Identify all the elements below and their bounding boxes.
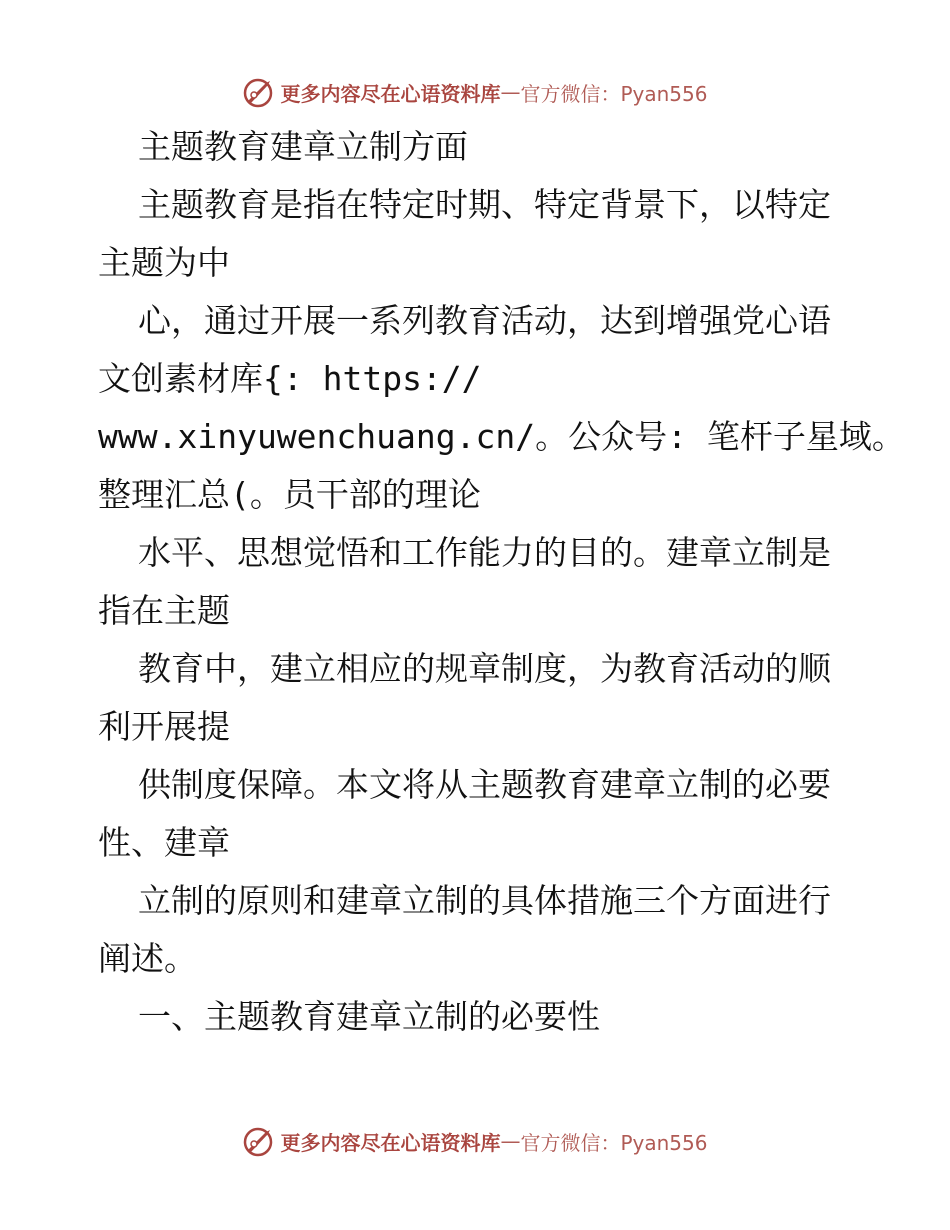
document-body: [98, 118, 905, 1046]
pen-logo-icon: [242, 1124, 276, 1158]
paragraph-line: 主题为中: [98, 243, 230, 282]
paragraph-line: 心，通过开展一系列教育活动，达到增强党心语: [138, 301, 831, 340]
paragraph-line: 指在主题: [98, 591, 230, 630]
footer-banner: [0, 1121, 950, 1161]
paragraph-line: 整理汇总(。员干部的理论: [98, 475, 481, 514]
paragraph-line: 立制的原则和建章立制的具体措施三个方面进行: [138, 881, 831, 920]
banner-main-text: 更多内容尽在心语资料库: [280, 81, 501, 106]
section-heading: 一、主题教育建章立制的必要性: [138, 997, 600, 1036]
paragraph-line: www.xinyuwenchuang.cn/。公众号: 笔杆子星域。: [98, 417, 905, 456]
paragraph-line: 利开展提: [98, 707, 230, 746]
banner-wechat-text: 官方微信：Pyan556: [520, 81, 708, 106]
paragraph-line: 供制度保障。本文将从主题教育建章立制的必要: [138, 765, 831, 804]
paragraph-line: 阐述。: [98, 939, 197, 978]
pen-logo-icon: [242, 75, 276, 109]
paragraph-line: 教育中，建立相应的规章制度，为教育活动的顺: [138, 649, 831, 688]
paragraph-line: 文创素材库{: https://: [98, 359, 482, 398]
banner-wechat-text: 官方微信：Pyan556: [520, 1130, 708, 1155]
banner-main-text: 更多内容尽在心语资料库: [280, 1130, 501, 1155]
paragraph-line: 主题教育是指在特定时期、特定背景下，以特定: [138, 185, 831, 224]
paragraph-line: 性、建章: [98, 823, 230, 862]
banner-dash: —: [500, 80, 521, 104]
banner-dash: —: [500, 1129, 521, 1153]
document-title: 主题教育建章立制方面: [138, 127, 468, 166]
header-banner: [0, 72, 950, 112]
paragraph-line: 水平、思想觉悟和工作能力的目的。建章立制是: [138, 533, 831, 572]
